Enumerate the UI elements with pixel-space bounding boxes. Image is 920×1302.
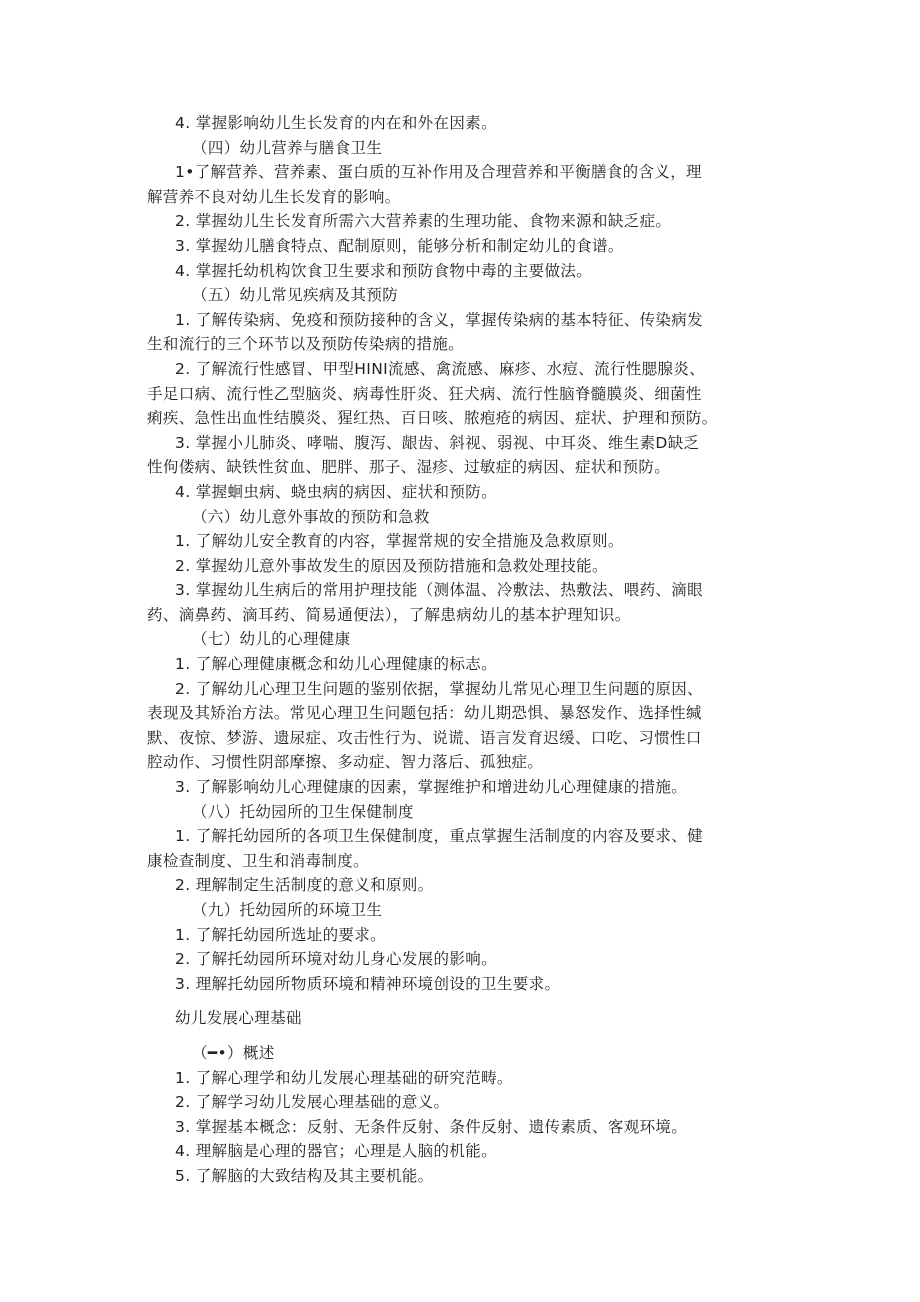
paragraph-continuation: 解营养不良对幼儿生长发育的影响。 bbox=[147, 187, 401, 206]
list-item: 2. 理解制定生活制度的意义和原则。 bbox=[175, 876, 434, 895]
list-item: 3. 掌握小儿肺炎、哮喘、腹泻、龈齿、斜视、弱视、中耳炎、维生素D缺乏 bbox=[175, 433, 700, 452]
subsection-heading: （九）托幼园所的环境卫生 bbox=[192, 901, 383, 919]
list-item: 2. 了解幼儿心理卫生问题的鉴别依据，掌握幼儿常见心理卫生问题的原因、 bbox=[175, 679, 703, 698]
spacer bbox=[175, 996, 787, 1006]
subsection-heading: （五）幼儿常见疾病及其预防 bbox=[192, 286, 399, 305]
list-item: 2. 了解学习幼儿发展心理基础的意义。 bbox=[175, 1093, 450, 1112]
subsection-heading: （七）幼儿的心理健康 bbox=[192, 630, 351, 649]
paragraph-continuation: 手足口病、流行性乙型脑炎、病毒性肝炎、狂犬病、流行性脑脊髓膜炎、细菌性 bbox=[147, 384, 702, 403]
list-item: 4. 掌握蛔虫病、蛲虫病的病因、症状和预防。 bbox=[175, 482, 497, 501]
paragraph-continuation: 康检查制度、卫生和消毒制度。 bbox=[147, 851, 369, 870]
list-item: 2. 了解托幼园所环境对幼儿身心发展的影响。 bbox=[175, 950, 497, 969]
paragraph-continuation: 生和流行的三个环节以及预防传染病的措施。 bbox=[147, 335, 465, 354]
list-item: 1•了解营养、营养素、蛋白质的互补作用及合理营养和平衡膳食的含义，理 bbox=[175, 163, 702, 182]
list-item: 3. 掌握基本概念：反射、无条件反射、条件反射、遗传素质、客观环境。 bbox=[175, 1117, 688, 1136]
subsection-heading: （━•）概述 bbox=[192, 1043, 275, 1062]
list-item: 1. 了解幼儿安全教育的内容，掌握常规的安全措施及急救原则。 bbox=[175, 532, 624, 551]
subsection-heading: （八）托幼园所的卫生保健制度 bbox=[192, 802, 414, 821]
list-item: 4. 掌握影响幼儿生长发育的内在和外在因素。 bbox=[175, 114, 497, 132]
list-item: 3. 了解影响幼儿心理健康的因素，掌握维护和增进幼儿心理健康的措施。 bbox=[175, 778, 688, 797]
list-item: 2. 掌握幼儿意外事故发生的原因及预防措施和急救处理技能。 bbox=[175, 556, 608, 575]
paragraph-continuation: 默、夜惊、梦游、遗尿症、攻击性行为、说谎、语言发育迟缓、口吃、习惯性口 bbox=[147, 728, 702, 747]
paragraph-continuation: 痢疾、急性出血性结膜炎、猩红热、百日咳、脓疱疮的病因、症状、护理和预防。 bbox=[147, 409, 718, 428]
list-item: 1. 了解心理学和幼儿发展心理基础的研究范畴。 bbox=[175, 1068, 513, 1087]
paragraph-continuation: 药、滴鼻药、滴耳药、简易通便法），了解患病幼儿的基本护理知识。 bbox=[147, 605, 631, 624]
list-item: 5. 了解脑的大致结构及其主要机能。 bbox=[175, 1166, 434, 1185]
subsection-heading: （六）幼儿意外事故的预防和急救 bbox=[192, 507, 430, 526]
hygiene-section bbox=[147, 111, 787, 996]
paragraph-continuation: 腔动作、习惯性阴部摩擦、多动症、智力落后、孤独症。 bbox=[147, 753, 544, 772]
spacer bbox=[175, 1031, 787, 1041]
list-item: 1. 了解传染病、免疫和预防接种的含义，掌握传染病的基本特征、传染病发 bbox=[175, 310, 703, 329]
list-item: 3. 掌握幼儿生病后的常用护理技能（测体温、冷敷法、热敷法、喂药、滴眼 bbox=[175, 581, 703, 600]
paragraph-continuation: 性佝偻病、缺铁性贫血、肥胖、那子、湿疹、过敏症的病因、症状和预防。 bbox=[147, 458, 671, 477]
section-title: 幼儿发展心理基础 bbox=[175, 1009, 302, 1028]
list-item: 3. 理解托幼园所物质环境和精神环境创设的卫生要求。 bbox=[175, 974, 561, 993]
list-item: 1. 了解托幼园所选址的要求。 bbox=[175, 925, 386, 944]
document-body bbox=[147, 111, 787, 1189]
list-item: 4. 掌握托幼机构饮食卫生要求和预防食物中毒的主要做法。 bbox=[175, 261, 593, 280]
list-item: 2. 掌握幼儿生长发育所需六大营养素的生理功能、食物来源和缺乏症。 bbox=[175, 212, 672, 231]
list-item: 4. 理解脑是心理的器官；心理是人脑的机能。 bbox=[175, 1142, 497, 1161]
list-item: 2. 了解流行性感冒、甲型HINI流感、禽流感、麻疹、水痘、流行性腮腺炎、 bbox=[175, 359, 706, 378]
subsection-heading: （四）幼儿营养与膳食卫生 bbox=[192, 138, 383, 157]
list-item: 1. 了解托幼园所的各项卫生保健制度，重点掌握生活制度的内容及要求、健 bbox=[175, 827, 703, 846]
list-item: 1. 了解心理健康概念和幼儿心理健康的标志。 bbox=[175, 655, 497, 674]
list-item: 3. 掌握幼儿膳食特点、配制原则，能够分析和制定幼儿的食谱。 bbox=[175, 236, 624, 255]
psychology-section bbox=[175, 1041, 787, 1189]
paragraph-continuation: 表现及其矫治方法。常见心理卫生问题包括：幼儿期恐惧、暴怒发作、选择性缄 bbox=[147, 704, 702, 723]
